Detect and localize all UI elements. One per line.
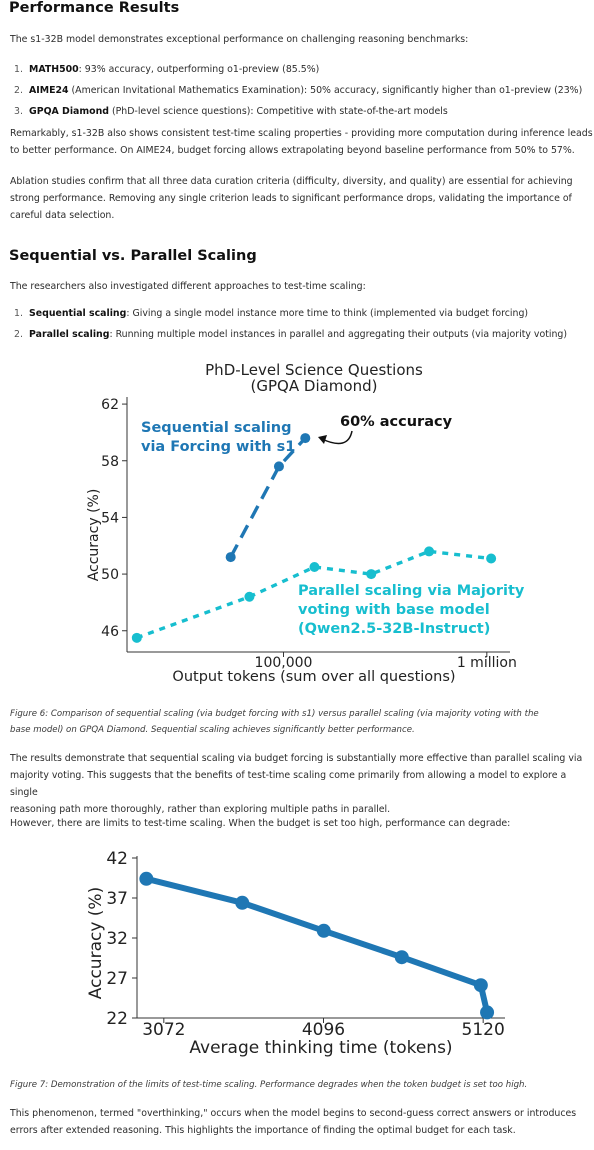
data-point-parallel [366, 569, 376, 579]
y-tick-label: 54 [101, 510, 119, 527]
list-item: 2. AIME24 (American Invitational Mathematics Examination): 50% accuracy, significantly higher than o1-preview (23%) [14, 85, 583, 96]
data-point-parallel [486, 554, 496, 564]
data-point [395, 950, 409, 964]
y-tick-label: 58 [101, 453, 119, 470]
series-label-parallel: (Qwen2.5-32B-Instruct) [298, 621, 491, 637]
series-label-parallel: voting with base model [298, 602, 490, 618]
data-point [474, 978, 488, 992]
chart-subtitle: (GPQA Diamond) [250, 377, 378, 395]
section-intro: The s1-32B model demonstrates exceptional performance on challenging reasoning benchmarks: [10, 34, 469, 45]
data-point [317, 924, 331, 938]
series-line-accuracy [146, 879, 487, 1013]
list-item: 1. Sequential scaling: Giving a single model instance more time to think (implemented via budget forcing) [14, 308, 529, 319]
annotation-60-accuracy: 60% accuracy [340, 414, 453, 430]
y-tick-label: 46 [101, 623, 119, 640]
series-line-sequential [231, 438, 306, 557]
list-item: 1. MATH500: 93% accuracy, outperforming o1-preview (85.5%) [14, 64, 320, 75]
y-axis-label: Accuracy (%) [86, 886, 106, 1000]
section-title-performance: Performance Results [9, 0, 180, 16]
paragraph-scaling: Remarkably, s1-32B also shows consistent test-time scaling properties - providing more computation during inference leads to better performance. On AIME24, budget forcing allows extrapolating beyond baseline performance from 50% to 57%. [10, 128, 593, 156]
data-point [139, 872, 153, 886]
gpqa-scaling-chart [0, 355, 594, 690]
y-tick-label: 27 [106, 969, 128, 989]
x-tick-label: 1 million [456, 655, 517, 671]
y-tick-label: 37 [106, 889, 128, 909]
series-label-sequential: via Forcing with s1 [141, 439, 296, 455]
data-point [480, 1005, 494, 1019]
x-tick-label: 4096 [301, 1020, 346, 1040]
data-point-parallel [132, 633, 142, 643]
x-tick-label: 3072 [142, 1020, 186, 1040]
chart-title: PhD-Level Science Questions [205, 361, 423, 379]
x-axis-label: Output tokens (sum over all questions) [172, 669, 456, 685]
paragraph-ablation: Ablation studies confirm that all three data curation criteria (difficulty, diversity, and quality) are essential for achieving strong performance. Removing any single criterion leads to significant performance drops, validating the importance of careful data selection. [10, 176, 573, 221]
data-point [235, 896, 249, 910]
list-item: 3. GPQA Diamond (PhD-level science questions): Competitive with state-of-the-art models [14, 106, 448, 117]
x-axis-label: Average thinking time (tokens) [189, 1038, 453, 1058]
paragraph-overthinking: This phenomenon, termed "overthinking," occurs when the model begins to second-guess correct answers or introduces errors after extended reasoning. This highlights the importance of finding the optimal budget for each task. [10, 1108, 577, 1136]
section-title-scaling: Sequential vs. Parallel Scaling [9, 248, 257, 264]
figure-6-caption: Figure 6: Comparison of sequential scaling (via budget forcing with s1) versus parallel scaling (via majority voting with the base model) on GPQA Diamond. Sequential scaling achieves significantly better performance. [10, 709, 539, 735]
y-tick-label: 32 [106, 929, 128, 949]
benchmark-list [10, 61, 582, 120]
series-label-sequential: Sequential scaling [141, 420, 292, 436]
list-item: 2. Parallel scaling: Running multiple model instances in parallel and aggregating their outputs (via majority voting) [14, 329, 568, 340]
section-intro: The researchers also investigated different approaches to test-time scaling: [10, 281, 366, 292]
data-point-parallel [309, 562, 319, 572]
paragraph-results: The results demonstrate that sequential scaling via budget forcing is substantially more effective than parallel scaling via majority voting. This suggests that the benefits of test-time scaling come primarily from allowing a model to explore a single reasoning path more thoroughly, rather than exploring multiple paths in parallel. [10, 753, 583, 815]
series-label-parallel: Parallel scaling via Majority [298, 583, 525, 599]
data-point-sequential [300, 433, 310, 443]
annotation-arrow [322, 431, 352, 444]
thinking-time-chart [0, 840, 594, 1065]
annotation-arrowhead [318, 435, 327, 444]
data-point-sequential [274, 461, 284, 471]
y-tick-label: 42 [106, 849, 128, 869]
y-tick-label: 50 [101, 567, 119, 584]
data-point-parallel [244, 592, 254, 602]
figure-7-caption: Figure 7: Demonstration of the limits of test-time scaling. Performance degrades when the token budget is set too high. [10, 1080, 528, 1090]
scaling-list [10, 305, 567, 343]
paragraph-limits: However, there are limits to test-time scaling. When the budget is set too high, performance can degrade: [10, 818, 511, 829]
x-tick-label: 100,000 [254, 655, 313, 671]
y-axis-label: Accuracy (%) [86, 488, 102, 582]
data-point-parallel [424, 546, 434, 556]
y-tick-label: 22 [106, 1009, 128, 1029]
y-tick-label: 62 [101, 397, 119, 414]
data-point-sequential [226, 552, 236, 562]
x-tick-label: 5120 [461, 1020, 505, 1040]
